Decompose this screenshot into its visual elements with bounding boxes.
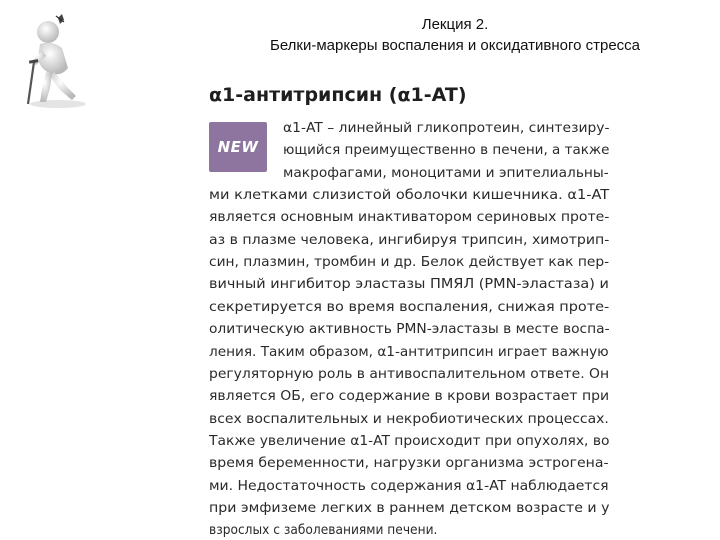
new-badge-label: NEW bbox=[217, 138, 259, 156]
body-line: син, плазмин, тромбин и др. Белок действует как пер- bbox=[209, 254, 610, 271]
body-line: ления. Таким образом, α1-антитрипсин играет важную bbox=[209, 343, 609, 360]
body-line: при эмфиземе легких в раннем детском возрасте и у bbox=[209, 499, 610, 516]
body-line: взрослых с заболеваниями печени. bbox=[209, 522, 438, 539]
lecture-header bbox=[190, 14, 720, 56]
body-line: всех воспалительных и некробиотических процессах. bbox=[209, 410, 609, 427]
body-line: ми. Недостаточность содержания α1-AT наблюдается bbox=[209, 477, 609, 494]
body-line: регуляторную роль в антивоспалительном ответе. Он bbox=[209, 365, 610, 382]
body-line: Также увеличение α1-AT происходит при опухолях, во bbox=[209, 432, 610, 449]
new-badge bbox=[209, 122, 267, 172]
body-line: секретируется во время воспаления, снижая проте- bbox=[209, 298, 610, 315]
body-line: время беременности, нагрузки организма эстрогена- bbox=[209, 455, 609, 472]
lecture-number: Лекция 2. bbox=[421, 16, 489, 33]
body-line: олитическую активность PMN-эластазы в месте воспа- bbox=[209, 321, 610, 338]
body-line: аз в плазме человека, ингибируя трипсин, химотрип- bbox=[209, 231, 610, 248]
section-heading: α1-антитрипсин (α1-AT) bbox=[209, 84, 467, 106]
lecture-title: Белки-маркеры воспаления и оксидативного стресса bbox=[269, 37, 641, 54]
body-line: ми клетками слизистой оболочки кишечника. α1-AT bbox=[209, 187, 610, 204]
body-line: α1-AT – линейный гликопротеин, синтезиру- bbox=[283, 120, 610, 136]
body-line: ющийся преимущественно в печени, а также bbox=[283, 142, 610, 159]
body-line: макрофагами, моноцитами и эпителиальны- bbox=[283, 164, 609, 181]
body-line: является основным инактиватором сериновых проте- bbox=[209, 209, 610, 226]
figure-with-crutch-icon bbox=[18, 10, 90, 110]
body-line: является ОБ, его содержание в крови возрастает при bbox=[209, 388, 610, 405]
body-line: вичный ингибитор эластазы ПМЯЛ (PMN-эластаза) и bbox=[209, 276, 609, 293]
